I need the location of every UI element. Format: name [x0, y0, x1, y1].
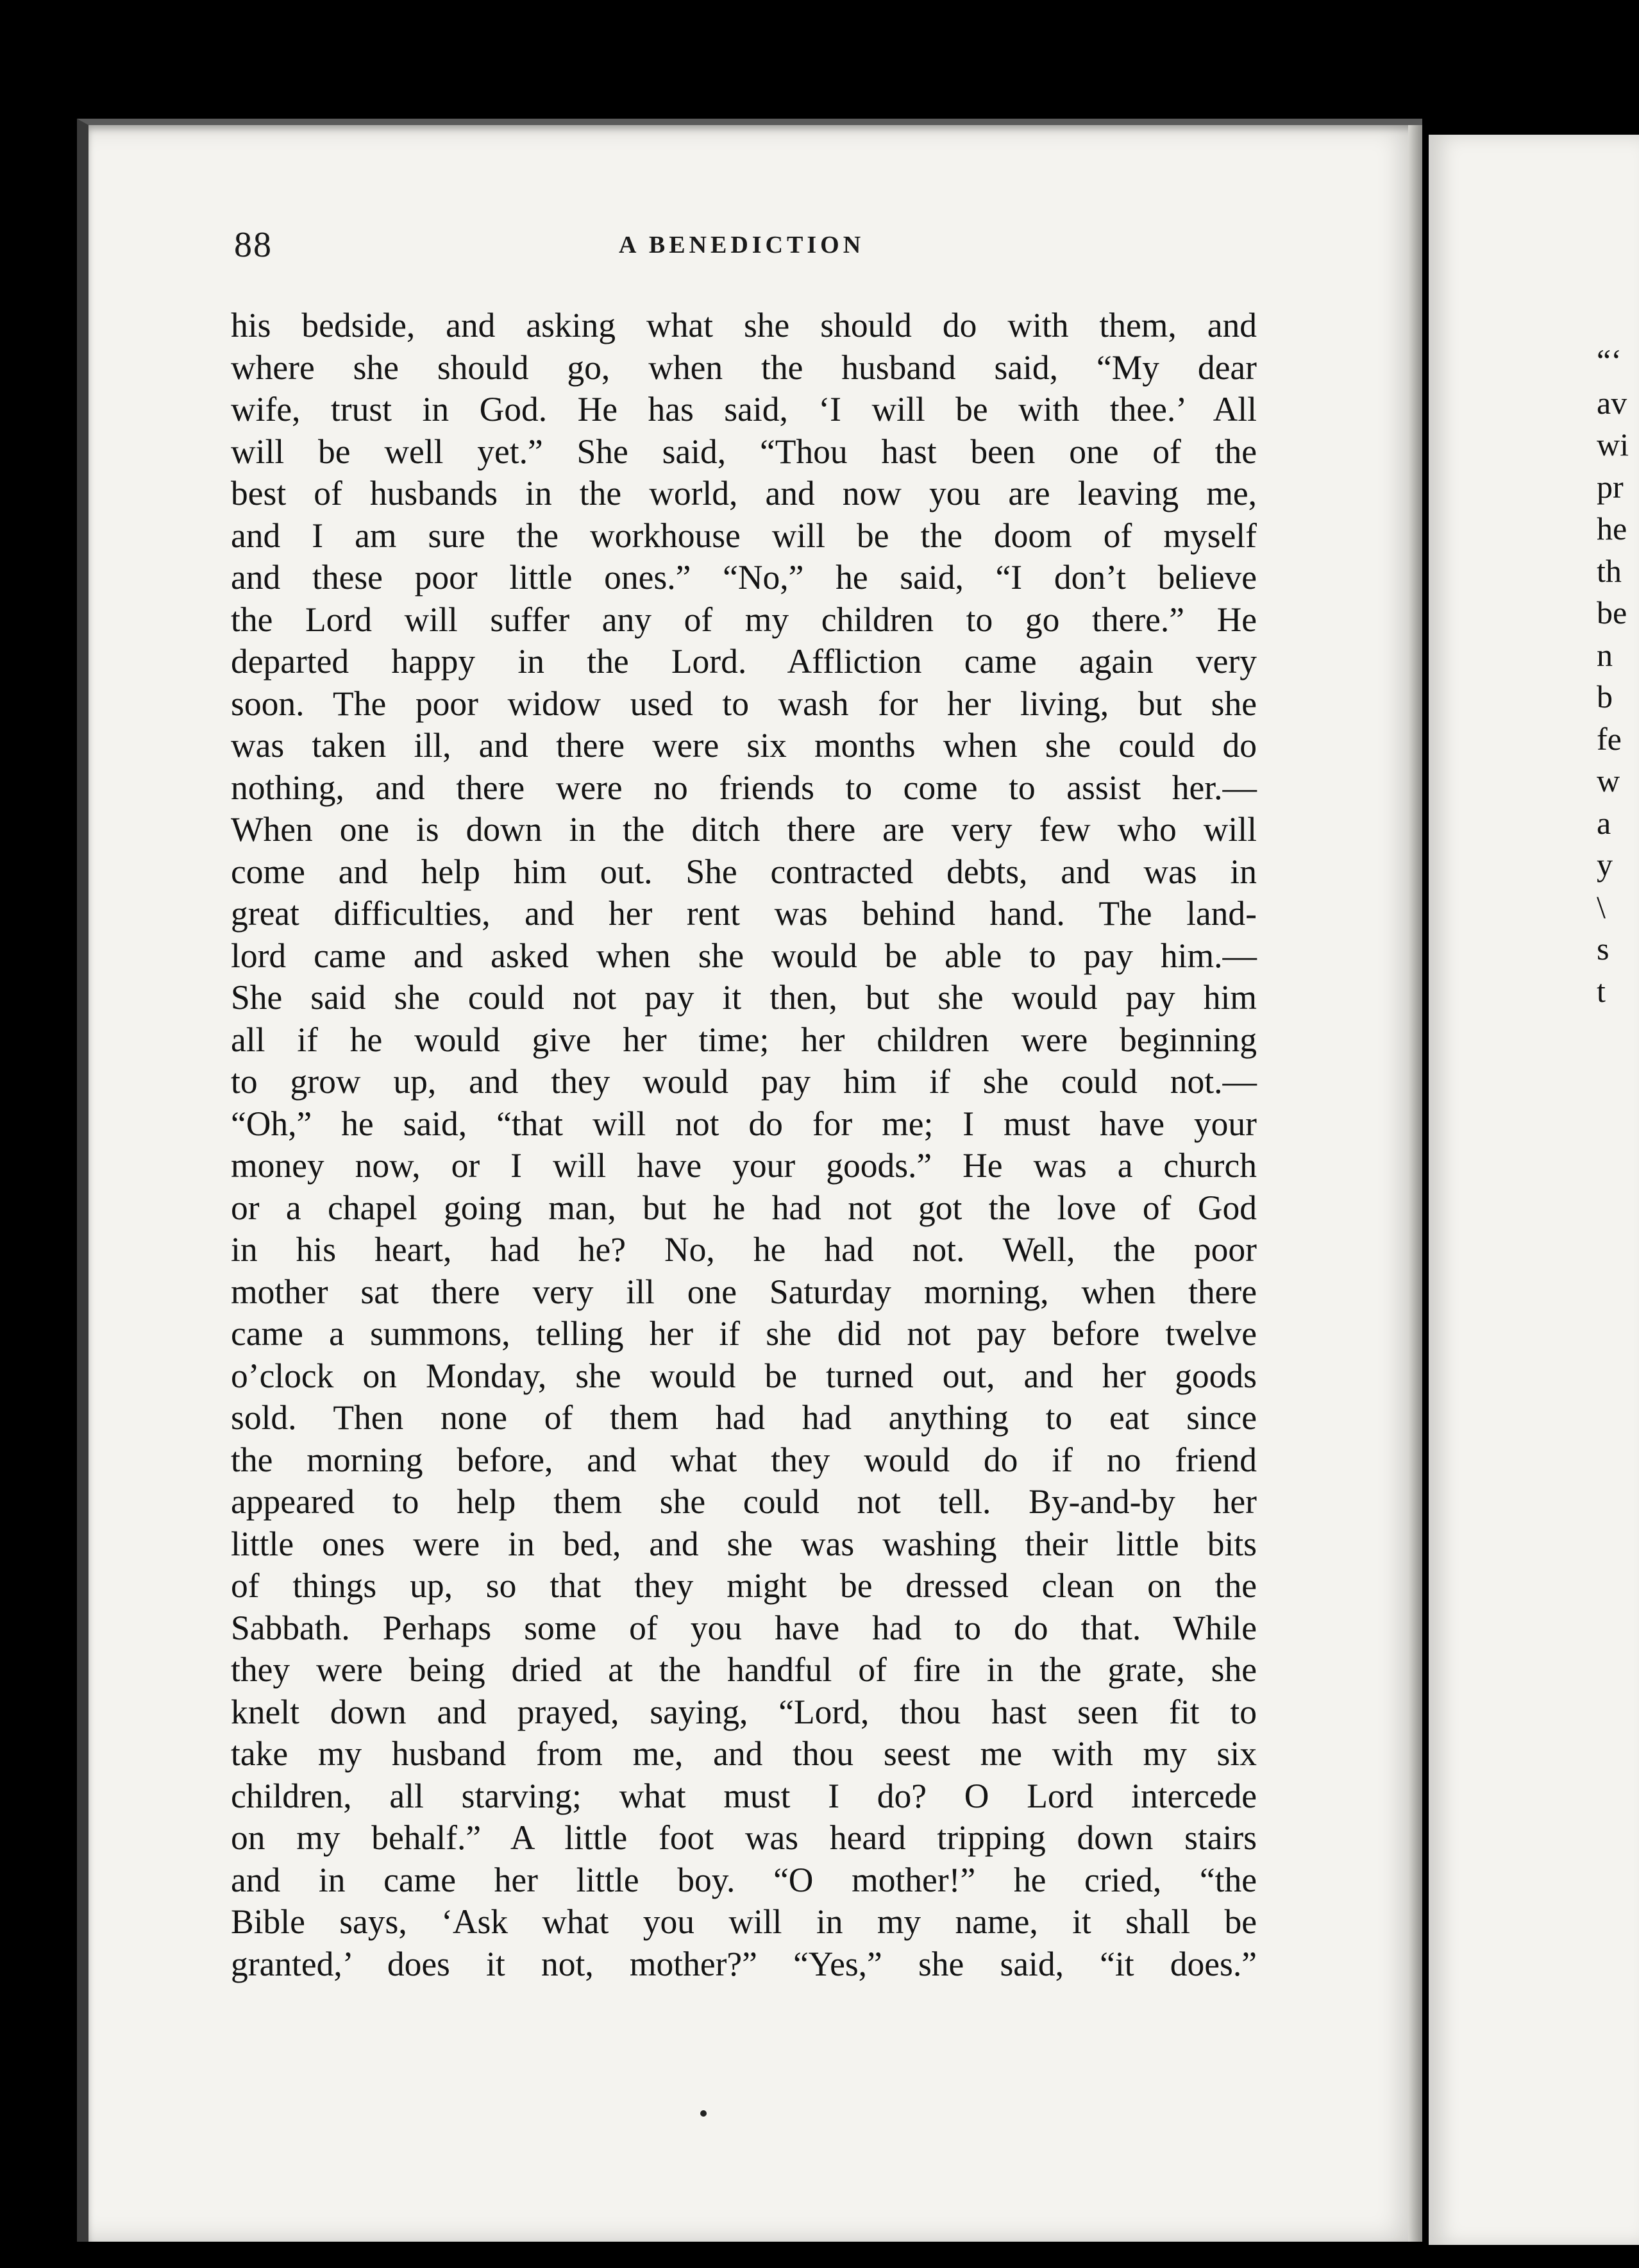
- facing-page-fragment: wi: [1597, 427, 1629, 462]
- text-line: She said she could not pay it then, but she would pay him: [231, 978, 1257, 1017]
- facing-page-fragment: av: [1597, 384, 1627, 421]
- facing-page-fragment: t: [1597, 972, 1606, 1009]
- facing-page-fragment: w: [1597, 763, 1620, 799]
- text-line: soon. The poor widow used to wash for her living, but she: [231, 684, 1257, 723]
- footer-mark: [700, 2110, 707, 2117]
- text-line: the morning before, and what they would do if no friend: [231, 1440, 1257, 1479]
- text-line: When one is down in the ditch there are very few who will: [231, 810, 1257, 849]
- text-line: and these poor little ones.” “No,” he said, “I don’t believe: [231, 558, 1257, 597]
- facing-page-fragment: be: [1597, 595, 1627, 630]
- facing-page-fragment: pr: [1597, 468, 1624, 505]
- text-line: on my behalf.” A little foot was heard tripping down stairs: [231, 1818, 1257, 1857]
- text-line: lord came and asked when she would be able to pay him.—: [231, 936, 1257, 975]
- text-line: granted,’ does it not, mother?” “Yes,” she said, “it does.”: [231, 1944, 1257, 1983]
- page-header: [234, 224, 1266, 276]
- text-line: appeared to help them she could not tell. By-and-by her: [231, 1482, 1257, 1521]
- facing-page-fragment: he: [1597, 511, 1627, 546]
- text-line: nothing, and there were no friends to come to assist her.—: [231, 768, 1257, 807]
- facing-page-fragment: fe: [1597, 720, 1622, 757]
- text-line: where she should go, when the husband said, “My dear: [231, 348, 1257, 387]
- text-line: and in came her little boy. “O mother!” he cried, “the: [231, 1860, 1257, 1899]
- facing-page-fragment: s: [1597, 931, 1610, 967]
- text-line: or a chapel going man, but he had not got the love of God: [231, 1188, 1257, 1227]
- facing-page-fragments: [1597, 340, 1639, 1012]
- text-line: “Oh,” he said, “that will not do for me; I must have your: [231, 1104, 1257, 1143]
- text-line: o’clock on Monday, she would be turned out, and her goods: [231, 1356, 1257, 1395]
- text-line: sold. Then none of them had had anything to eat since: [231, 1398, 1257, 1437]
- facing-page-fragment: b: [1597, 679, 1613, 715]
- text-line: and I am sure the workhouse will be the doom of myself: [231, 516, 1257, 555]
- text-line: was taken ill, and there were six months when she could do: [231, 726, 1257, 765]
- body-text: [231, 305, 1257, 1985]
- text-line: money now, or I will have your goods.” He was a church: [231, 1146, 1257, 1185]
- facing-page-fragment: th: [1597, 552, 1622, 589]
- text-line: to grow up, and they would pay him if she could not.—: [231, 1062, 1257, 1101]
- text-line: come and help him out. She contracted debts, and was in: [231, 852, 1257, 891]
- text-line: best of husbands in the world, and now you are leaving me,: [231, 474, 1257, 512]
- text-line: his bedside, and asking what she should do with them, and: [231, 306, 1257, 344]
- text-line: little ones were in bed, and she was washing their little bits: [231, 1524, 1257, 1563]
- text-line: they were being dried at the handful of fire in the grate, she: [231, 1650, 1257, 1689]
- text-line: in his heart, had he? No, he had not. Well, the poor: [231, 1230, 1257, 1269]
- text-line: will be well yet.” She said, “Thou hast been one of the: [231, 432, 1257, 471]
- text-line: Sabbath. Perhaps some of you have had to do that. While: [231, 1608, 1257, 1647]
- text-line: great difficulties, and her rent was behind hand. The land-: [231, 894, 1257, 933]
- facing-page-fragment: y: [1597, 847, 1613, 883]
- page-number: 88: [234, 225, 273, 265]
- text-line: mother sat there very ill one Saturday morning, when there: [231, 1272, 1257, 1311]
- text-line: knelt down and prayed, saying, “Lord, thou hast seen fit to: [231, 1692, 1257, 1731]
- text-line: the Lord will suffer any of my children to go there.” He: [231, 600, 1257, 639]
- facing-page-fragment: “‘: [1597, 343, 1622, 378]
- text-line: of things up, so that they might be dressed clean on the: [231, 1566, 1257, 1605]
- text-line: came a summons, telling her if she did not pay before twelve: [231, 1314, 1257, 1353]
- text-line: Bible says, ‘Ask what you will in my name, it shall be: [231, 1902, 1257, 1941]
- facing-page-fragment: \: [1597, 888, 1606, 925]
- facing-page-fragment: n: [1597, 636, 1613, 673]
- facing-page-fragment: a: [1597, 804, 1611, 841]
- text-line: departed happy in the Lord. Affliction came again very: [231, 642, 1257, 681]
- text-line: wife, trust in God. He has said, ‘I will be with thee.’ All: [231, 390, 1257, 428]
- text-line: take my husband from me, and thou seest me with my six: [231, 1734, 1257, 1773]
- text-line: children, all starving; what must I do? O Lord intercede: [231, 1776, 1257, 1815]
- running-head: A BENEDICTION: [619, 232, 865, 258]
- text-line: all if he would give her time; her children were beginning: [231, 1020, 1257, 1059]
